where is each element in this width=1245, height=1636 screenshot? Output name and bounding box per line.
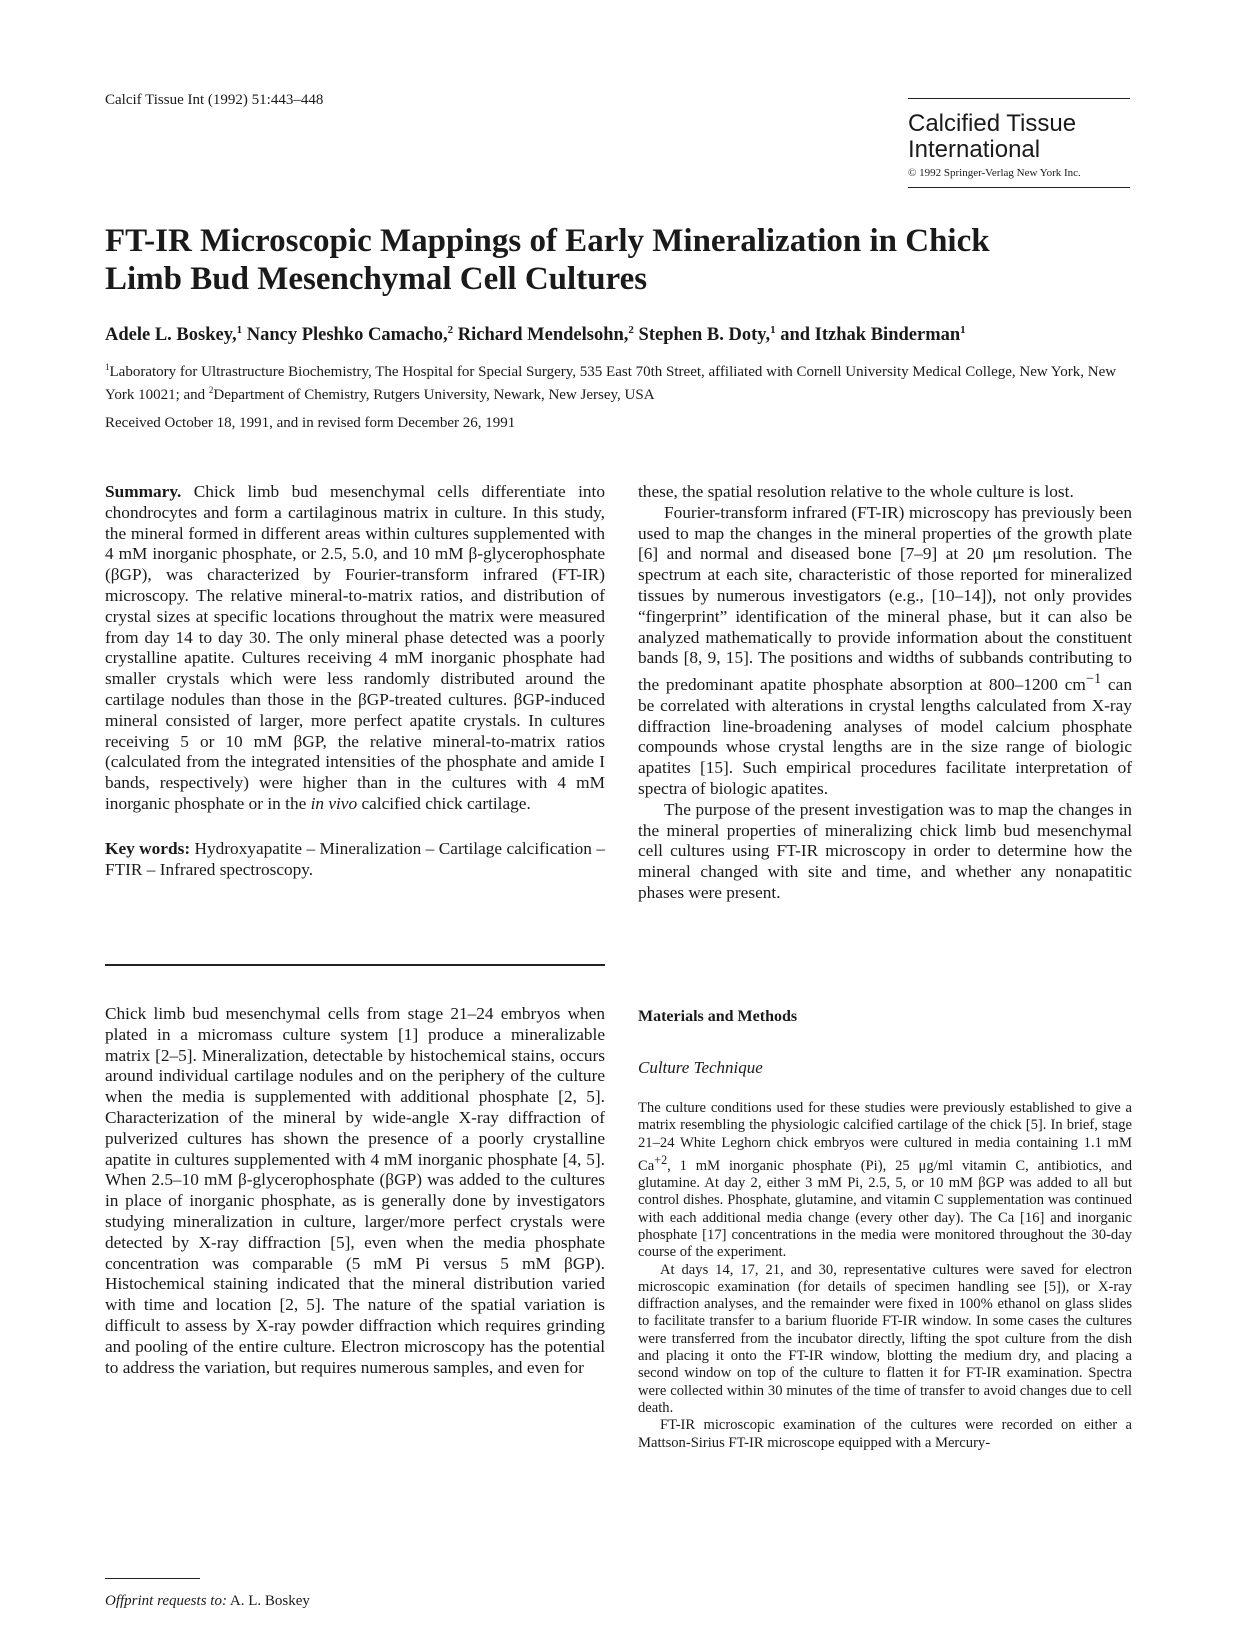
intro-paragraph-3: The purpose of the present investigation was to map the changes in the mineral properties of mineralizing chick limb bud mesenchymal cell cultures using FT-IR microscopy in order to determine how the mineral changed with site and time, and whether any nonapatitic phases were present. [638, 799, 1132, 902]
journal-name-line1: Calcified Tissue [908, 110, 1077, 137]
offprint-label: Offprint requests to: [105, 1593, 227, 1609]
summary-block [105, 482, 605, 880]
summary-paragraph [105, 482, 605, 815]
summary-text: Chick limb bud mesenchymal cells differentiate into chondrocytes and form a cartilaginous matrix in culture. In this study, the mineral formed in different areas within cultures supplemented with 4 mM inorganic phosphate, or 2.5, 5.0, and 10 mM β-glycerophosphate (βGP), was characterized by Fourier-transform infrared (FT-IR) microscopy. The relative mineral-to-matrix ratios, and distribution of crystal sizes at specific locations throughout the matrix were measured from day 14 to day 30. The only mineral phase detected was a poorly crystalline apatite. Cultures receiving 4 mM inorganic phosphate had smaller crystals which were less randomly distributed around the cartilage nodules than those in the βGP-treated cultures. βGP-induced mineral consisted of larger, more perfect apatite crystals. In cultures receiving 5 or 10 mM βGP, the relative mineral-to-matrix ratios (calculated from the integrated intensities of the phosphate and amide I bands, respectively) were higher than in the cultures with 4 mM inorganic phosphate or in the [105, 482, 605, 813]
intro-right-column [638, 482, 1132, 904]
author-name: Nancy Pleshko Camacho, [246, 325, 448, 346]
title-line-2: Limb Bud Mesenchymal Cell Cultures [105, 261, 648, 297]
running-head: Calcif Tissue Int (1992) 51:443–448 [105, 92, 324, 108]
author-affiliation-mark: 2 [628, 324, 634, 336]
article-title [105, 222, 1125, 298]
author-affiliation-mark: 1 [236, 324, 243, 336]
copyright: © 1992 Springer-Verlag New York Inc. [908, 167, 1081, 179]
authors [105, 324, 1135, 346]
author-name: Richard Mendelsohn, [457, 325, 629, 346]
author-affiliation-mark: 2 [447, 324, 454, 336]
summary-italic: in vivo [310, 793, 358, 813]
calcium-charge: +2 [654, 1152, 668, 1167]
keywords-paragraph [105, 839, 605, 881]
methods-text [638, 1100, 1132, 1452]
intro-paragraph-1: Chick limb bud mesenchymal cells from stage 21–24 embryos when plated in a micromass culture system [1] produce a mineralizable matrix [2–5]. Mineralization, detectable by histochemical stains, occurs around individual cartilage nodules and on the periphery of the culture when the media is supplemented with additional phosphate [2, 5]. Characterization of the mineral by wide-angle X-ray diffraction of pulverized cultures has shown the presence of a poorly crystalline apatite in cultures supplemented with 4 mM inorganic phosphate [4, 5]. When 2.5–10 mM β-glycerophosphate (βGP) was added to the cultures in place of inorganic phosphate, as is generally done by investigators studying mineralization in culture, larger/more perfect crystals were detected by X-ray diffraction [5], even when the media phosphate concentration was comparable (5 mM Pi versus 5 mM βGP). Histochemical staining indicated that the mineral distribution varied with time and location [2, 5]. The nature of the spatial variation is difficult to assess by X-ray powder diffraction which requires grinding and pooling of the entire culture. Electron microscopy has the potential to address the variation, but requires numerous samples, and even for [105, 1004, 605, 1377]
wavenumber-exponent: −1 [1085, 671, 1102, 688]
subsection-heading-culture: Culture Technique [638, 1058, 763, 1077]
journal-rule-bottom [908, 187, 1130, 188]
offprint-footnote [105, 1593, 310, 1610]
affiliations [105, 358, 1135, 404]
affiliation-1: Laboratory for Ultrastructure Biochemistry, The Hospital for Special Surgery, 535 East 70th Street, affiliated with Cornell University Medical College, New York, New York 10021; and [105, 364, 1117, 403]
methods-paragraph-1 [638, 1100, 1132, 1262]
author-affiliation-mark: 1 [770, 324, 776, 336]
author-affiliation-mark: 1 [960, 324, 966, 336]
summary-text-end: calcified chick cartilage. [357, 793, 531, 813]
intro-p2-text-end: can be correlated with alterations in crystal lengths calculated from X-ray diffraction line-broadening analyses of model calcium phosphate compounds whose crystal lengths are in the size range of biologic apatites [15]. Such empirical procedures facilitate interpretation of spectra of biologic apatites. [638, 674, 1132, 798]
methods-paragraph-2: At days 14, 17, 21, and 30, representative cultures were saved for electron microscopic examination (for details of specimen handling see [5]), or X-ray diffraction analyses, and the remainder were fixed in 100% ethanol on glass slides to facilitate transfer to a barium fluoride FT-IR window. In some cases the cultures were transferred from the incubator directly, lifting the spot culture from the dish and placing it onto the FT-IR window, blotting the medium dry, and placing a second window on top of the culture to flatten it for FT-IR examination. Spectra were collected within 30 minutes of the time of transfer to avoid changes due to cell death. [638, 1261, 1132, 1416]
methods-paragraph-3: FT-IR microscopic examination of the cultures were recorded on either a Mattson-Sirius FT-IR microscope equipped with a Mercury- [638, 1417, 1132, 1451]
footnote-rule [105, 1578, 200, 1579]
keywords-label: Key words: [105, 838, 191, 858]
title-line-1: FT-IR Microscopic Mappings of Early Mineralization in Chick [105, 223, 990, 259]
summary-divider [105, 964, 605, 966]
author-name: and Itzhak Binderman [780, 325, 961, 346]
received-dates: Received October 18, 1991, and in revised form December 26, 1991 [105, 415, 516, 431]
author-name: Stephen B. Doty, [638, 325, 771, 346]
methods-p1-text-end: , 1 mM inorganic phosphate (Pi), 25 μg/ml vitamin C, antibiotics, and glutamine. At day 2, either 3 mM Pi, 2.5, 5, or 10 mM βGP was added to all but control dishes. Phosphate, glutamine, and vitamin C supplementation was continued with each additional media change (every other day). The Ca [16] and inorganic phosphate [17] concentrations in the media were monitored throughout the 30-day course of the experiment. [638, 1157, 1132, 1261]
intro-p2-text: Fourier-transform infrared (FT-IR) microscopy has previously been used to map the changes in the mineral properties of the growth plate [6] and normal and diseased bone [7–9] at 20 μm resolution. The spectrum at each site, characteristic of those reported for mineralized tissues by numerous investigators (e.g., [10–14]), not only provides “fingerprint” identification of the mineral phase, but it can also be analyzed mathematically to provide information about the constituent bands [8, 9, 15]. The positions and widths of subbands contributing to the predominant apatite phosphate absorption at 800–1200 cm [638, 502, 1132, 694]
affiliation-mark: 1 [105, 362, 110, 372]
keywords-text: Hydroxyapatite – Mineralization – Cartilage calcification – FTIR – Infrared spectroscopy. [105, 838, 605, 879]
intro-paragraph-continued: these, the spatial resolution relative to the whole culture is lost. [638, 482, 1074, 501]
affiliation-2: Department of Chemistry, Rutgers University, Newark, New Jersey, USA [213, 387, 655, 403]
journal-name-line2: International [908, 136, 1041, 163]
summary-label: Summary. [105, 482, 182, 501]
methods-p1-text: The culture conditions used for these studies were previously established to give a matrix resembling the physiologic calcified cartilage of the chick [5]. In brief, stage 21–24 White Leghorn chick embryos were cultured in media containing 1.1 mM Ca [638, 1100, 1132, 1174]
journal-rule-top [908, 98, 1130, 99]
intro-left-column [105, 1004, 605, 1378]
affiliation-mark: 2 [208, 385, 214, 395]
intro-paragraph-2 [638, 503, 1132, 800]
section-heading-methods: Materials and Methods [638, 1008, 798, 1025]
offprint-name: A. L. Boskey [226, 1593, 310, 1609]
author-name: Adele L. Boskey, [105, 325, 237, 346]
journal-box [908, 98, 1130, 188]
